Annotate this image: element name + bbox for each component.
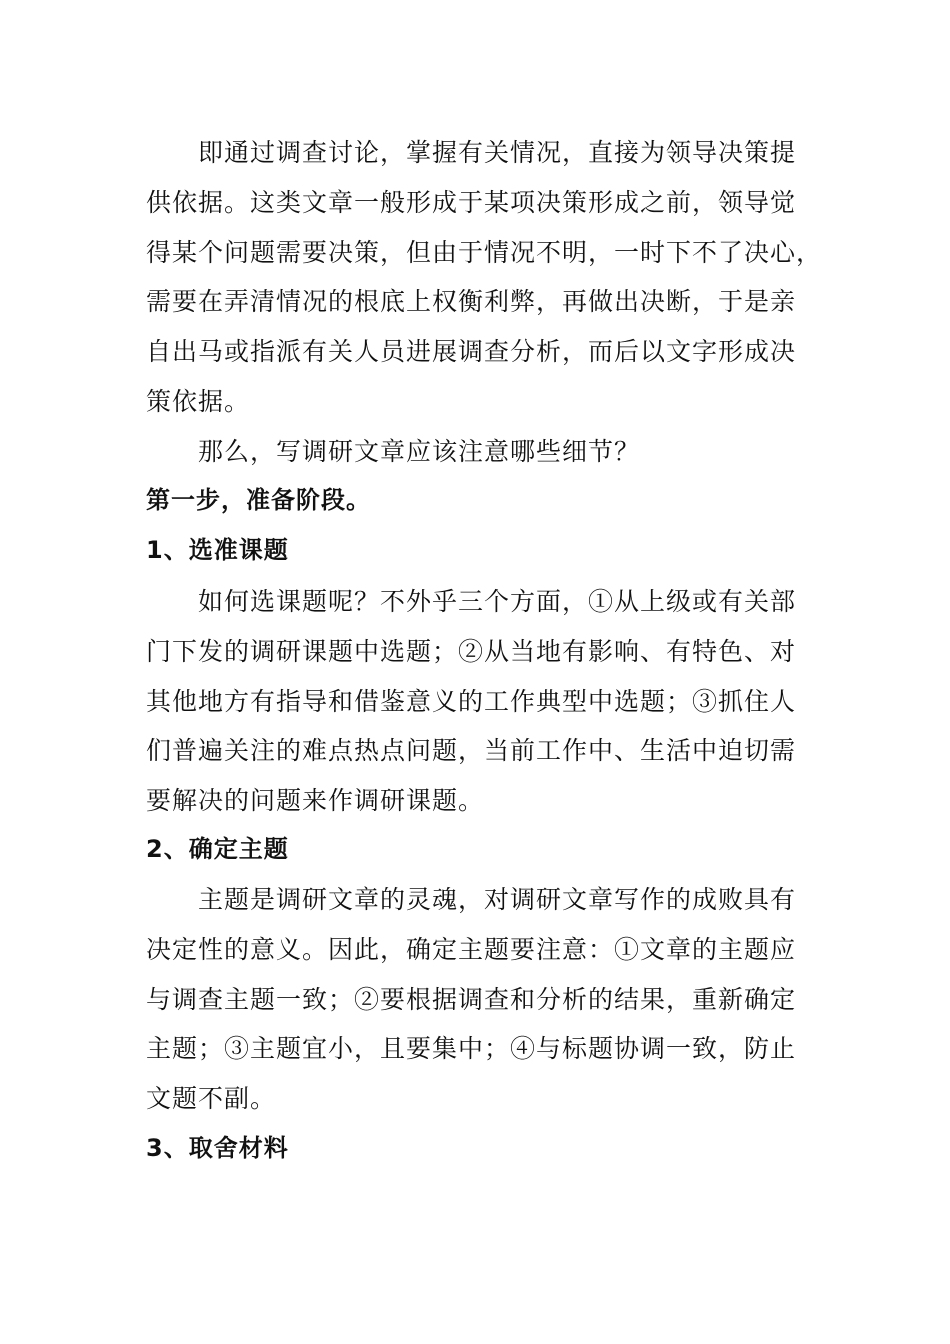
text-line: 策依据。	[146, 386, 251, 416]
text-line: 主题；③主题宜小，且要集中；④与标题协调一致，防止	[146, 1034, 797, 1064]
text-line: 要解决的问题来作调研课题。	[146, 786, 485, 816]
text-line: 决定性的意义。因此，确定主题要注意：①文章的主题应	[146, 934, 797, 964]
section-heading: 2、确定主题	[146, 835, 289, 863]
text-line: 自出马或指派有关人员进展调查分析，而后以文字形成决	[146, 337, 797, 367]
intro-paragraph	[146, 128, 823, 427]
text-line: 即通过调查讨论，掌握有关情况，直接为领导决策提	[198, 138, 797, 167]
text-line: 门下发的调研课题中选题；②从当地有影响、有特色、对	[146, 636, 797, 666]
text-line: 主题是调研文章的灵魂，对调研文章写作的成败具有	[198, 885, 797, 914]
text-line: 们普遍关注的难点热点问题，当前工作中、生活中迫切需	[146, 736, 797, 766]
text-line: 需要在弄清情况的根底上权衡利弊，再做出决断，于是亲	[146, 287, 797, 317]
text-line: 那么，写调研文章应该注意哪些细节？	[198, 437, 641, 466]
text-line: 供依据。这类文章一般形成于某项决策形成之前，领导觉	[146, 187, 797, 217]
section-paragraph	[146, 875, 806, 1124]
section-heading: 1、选准课题	[146, 536, 289, 564]
text-line: 与调查主题一致；②要根据调查和分析的结果，重新确定	[146, 984, 797, 1014]
text-line: 其他地方有指导和借鉴意义的工作典型中选题；③抓住人	[146, 686, 797, 716]
question-paragraph	[146, 427, 806, 477]
text-line: 如何选课题呢？不外乎三个方面，①从上级或有关部	[198, 587, 797, 616]
text-line: 得某个问题需要决策，但由于情况不明，一时下不了决心，	[146, 237, 823, 267]
section-paragraph	[146, 577, 806, 826]
text-line: 文题不副。	[146, 1084, 277, 1114]
step-heading: 第一步，准备阶段。	[146, 486, 371, 514]
section-heading: 3、取舍材料	[146, 1134, 289, 1162]
